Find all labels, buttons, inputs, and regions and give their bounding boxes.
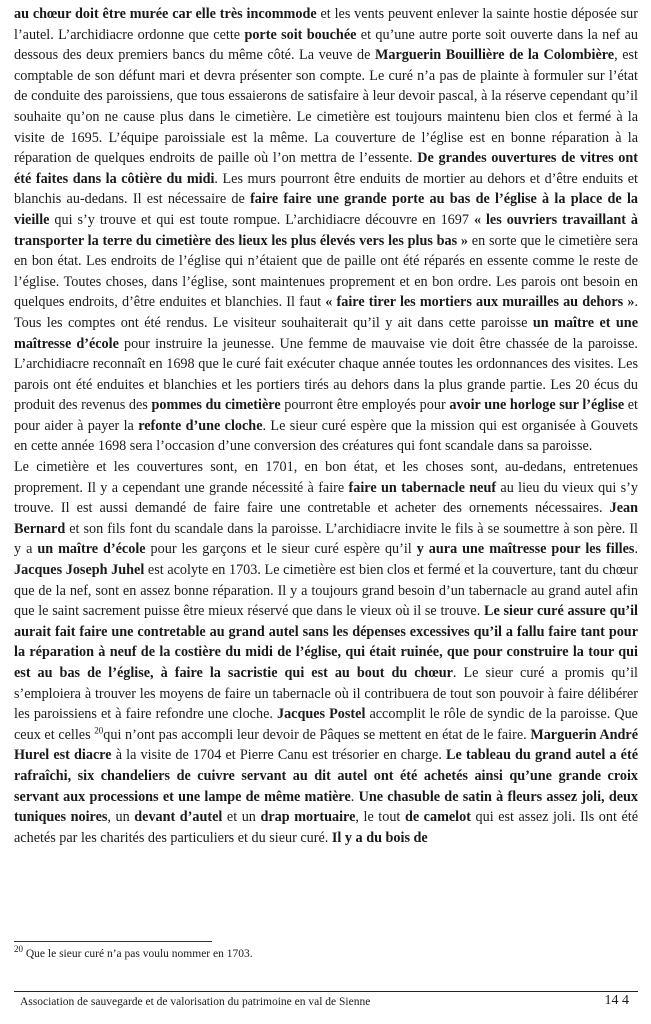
footnote-ref: 20 xyxy=(94,725,104,736)
text-run: et les vents peuvent enlever la sainte hostie déposée sur l’autel. L’archidiacre ordonne que cette xyxy=(14,6,638,43)
footnote-text: Que le sieur curé n’a pas voulu nommer en 1703. xyxy=(23,948,253,960)
text-run: qui est assez joli. Ils ont été achetés par les charités des particuliers et du sieur curé. xyxy=(14,809,638,846)
bold-text: Marguerin Bouillière de la Colombière xyxy=(374,47,615,64)
bold-text: un maître d’école xyxy=(37,541,146,558)
text-run: . xyxy=(634,541,638,558)
bold-text: de camelot xyxy=(404,809,471,826)
footnote-number: 20 xyxy=(14,944,23,955)
text-run: , est comptable de son défunt mari et devra présenter son compte. Le curé n’a pas de plainte à formuler sur l’état de conduite des paroissiens, que tous essaierons de satisfaire à leur devoir pascal, à la réserve cependant qu’il souhaite qu’on ne cause plus dans le cimetière. Le cimetière est toujours maintenu bien clos et fermé à la visite de 1695. L’équipe paroissiale est la même. La couverture de l’église est en bonne réparation à la réparation de quelques endroits de paille où l’on mettra de l’essente. xyxy=(14,47,638,167)
paragraph-2 xyxy=(14,457,638,848)
text-run: est acolyte en 1703. Le cimetière est bien clos et fermé et la couverture, tant du chœur que de la nef, sont en assez bonne réparation. Il y a toujours grand besoin d’un tabernacle au grand autel afin que le saint sacrement puisse être mieux réservé que dans le vieux où il se trouve. xyxy=(14,562,638,620)
text-run: . Les murs pourront être enduits de mortier au dehors et d’être enduits et blanchis au-dedans. Il est nécessaire de xyxy=(14,170,638,208)
bold-text: refonte d’une cloche xyxy=(138,417,263,434)
text-run: accomplit le rôle de syndic de la paroisse. Que ceux et celles xyxy=(14,706,638,743)
bold-text: Jacques Joseph Juhel xyxy=(14,562,145,579)
footnote xyxy=(14,944,253,960)
bold-text: Jacques Postel xyxy=(276,706,366,723)
text-run: à la visite de 1704 et Pierre Canu est trésorier en charge. xyxy=(111,747,447,764)
bold-text: un maître et une maîtresse d’école xyxy=(14,314,638,352)
bold-text: faire un tabernacle neuf xyxy=(348,479,497,496)
bold-text: De grandes ouvertures de vitres ont été faites dans la côtière du midi xyxy=(14,150,638,187)
text-run: qui n’ont pas accompli leur devoir de Pâques se mettent en état de le faire. xyxy=(103,726,531,743)
text-run: et qu’une autre porte soit ouverte dans la nef au dessous des deux premiers bancs du même côté. La veuve de xyxy=(14,26,638,64)
text-run: pour les garçons et le sieur curé espère qu’il xyxy=(145,541,417,558)
bold-text: Le sieur curé assure qu’il aurait fait faire une contretable au grand autel sans les dépenses excessives qu’il a fallu faire tant pour la réparation à neuf de la costière du midi de l’église, qui était ruinée, que pour construire la tour qui est au bas de l’église, à faire la sacristie qui est au bout du chœur xyxy=(14,603,638,681)
bold-text: Il y a du bois de xyxy=(331,829,428,846)
footer-association: Association de sauvegarde et de valorisation du patrimoine en val de Sienne xyxy=(20,996,371,1008)
text-run: en sorte que le cimetière sera en bon état. Les endroits de l’église qui n’étaient que de paille ont été réparés en essente comme le reste de l’église. Toutes choses, dans l’église, sont maintenues proprement et en bon ordre. Les parois ont besoin en quelques endroits, d’être enduites et blanchies. Il faut xyxy=(14,232,639,311)
page-number: 14 4 xyxy=(604,993,629,1008)
bold-text: Marguerin André Hurel est diacre xyxy=(14,726,638,764)
bold-text: avoir une horloge sur l’église xyxy=(449,397,625,414)
bold-text: y aura une maîtresse pour les filles xyxy=(416,541,635,558)
text-run: au lieu du vieux qui s’y trouve. Il est aussi demandé de faire faire une contretable et acheter des ornements nécessaires. xyxy=(14,479,638,517)
bold-text: devant d’autel xyxy=(134,809,223,826)
bold-text: faire faire une grande porte au bas de l’église à la place de la vieille xyxy=(14,191,638,228)
bold-text: drap mortuaire xyxy=(260,809,356,826)
text-run: . Le sieur curé espère que la mission qui est organisée à Gouvets en cette année 1698 sera l’occasion d’une conversion des créatures qui font scandale dans sa paroisse. xyxy=(14,417,638,455)
bold-text: au chœur doit être murée car elle très incommode xyxy=(14,6,317,22)
footnote-divider xyxy=(14,941,212,942)
paragraph-1 xyxy=(14,4,638,457)
text-run: qui s’y trouve et qui est toute rompue. L’archidiacre découvre en 1697 xyxy=(49,211,474,228)
text-run: . Tous les comptes ont été rendus. Le visiteur souhaiterait qu’il y ait dans cette paroisse xyxy=(14,294,638,331)
bold-text: « faire tirer les mortiers aux murailles au dehors » xyxy=(325,294,635,311)
text-run: Le cimetière et les couvertures sont, en 1701, en bon état, et les choses sont, au-dedans, entretenues proprement. Il y a cependant une grande nécessité à faire xyxy=(14,459,638,496)
bold-text: pommes du cimetière xyxy=(151,397,281,414)
text-run: et pour aider à payer la xyxy=(14,397,638,434)
text-run: pour instruire la jeunesse. Une femme de mauvaise vie doit être chassée de la paroisse. L’archidiacre reconnaît en 1698 que le curé fait exécuter chaque année toutes les ordonnances des visites. Les parois ont été enduites et blanchies et les portiers tirés au dehors dans la plus grande partie. Les 20 écus du produit des revenus des xyxy=(14,335,638,414)
bold-text: Le tableau du grand autel a été rafraîchi, six chandeliers de cuivre servant au dit autel ont été achetés ainsi qu’une grande croix servant aux processions et une lampe de même matière xyxy=(14,747,638,805)
text-run: et son fils font du scandale dans la paroisse. L’archidiacre invite le fils à se soumettre à son père. Il y a xyxy=(14,520,638,558)
text-run: . xyxy=(350,788,359,805)
bold-text: porte soit bouchée xyxy=(244,26,357,43)
footer-divider xyxy=(14,991,638,992)
main-text xyxy=(14,4,638,848)
text-run: pourront être employés pour xyxy=(280,397,450,414)
bold-text: Une chasuble de satin à fleurs assez joli, deux tuniques noires xyxy=(14,788,639,826)
bold-text: « les ouvriers travaillant à transporter la terre du cimetière des lieux les plus élevés vers les plus bas » xyxy=(14,211,639,249)
text-run: , un xyxy=(107,809,135,826)
bold-text: Jean Bernard xyxy=(14,500,638,537)
text-run: et un xyxy=(222,809,261,826)
text-run: , le tout xyxy=(355,809,405,826)
text-run: . Le sieur curé a promis qu’il s’emploiera à trouver les moyens de faire un tabernacle où il contribuera de tout son pouvoir à faire délibérer les paroissiens et à faire refondre une cloche. xyxy=(14,665,638,723)
